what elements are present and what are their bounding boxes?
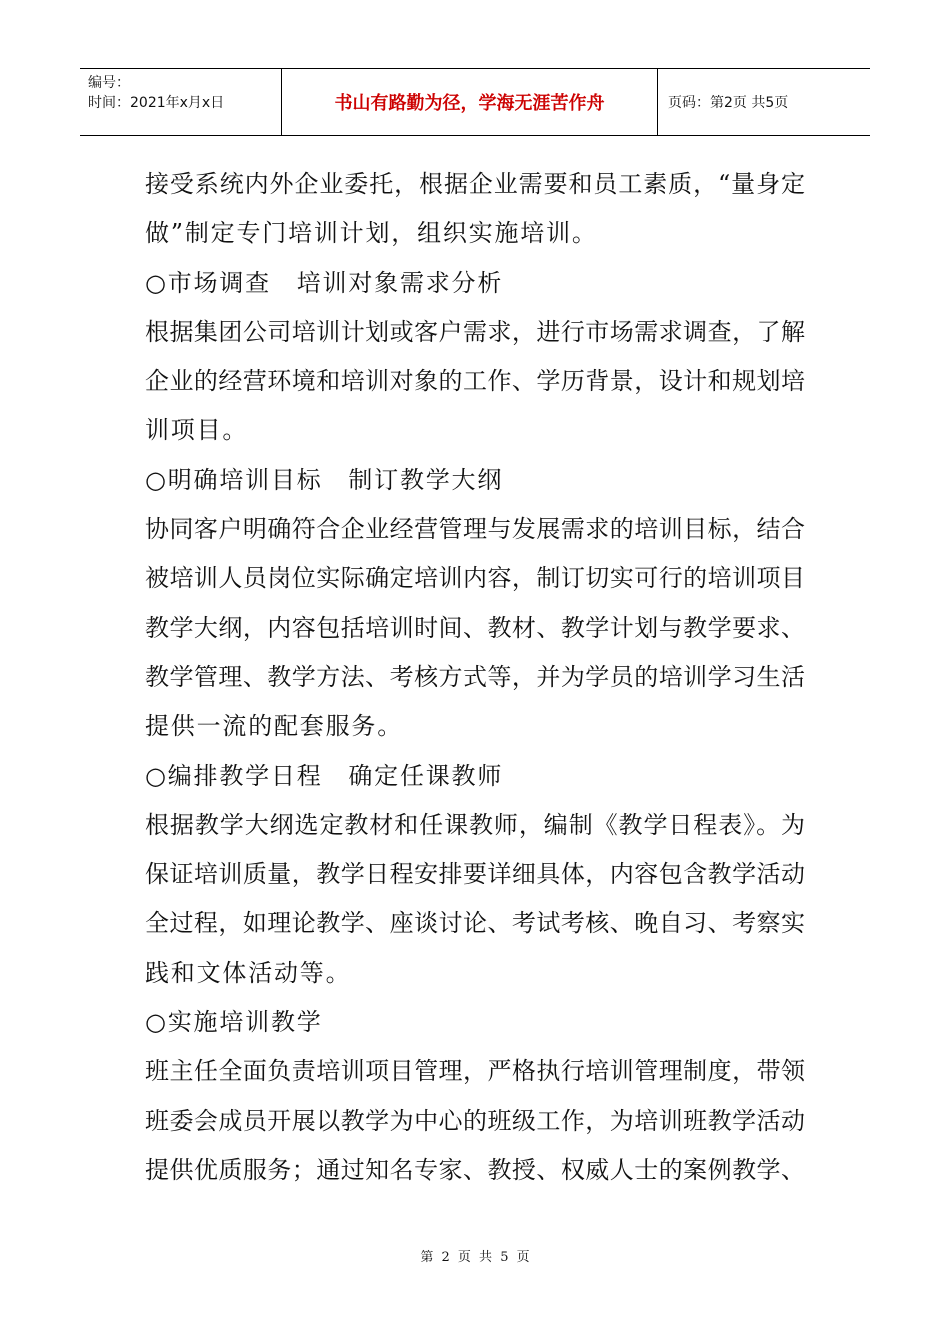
header-page-code: 页码：第2页 共5页 bbox=[668, 95, 789, 111]
header-motto: 书山有路勤为径，学海无涯苦作舟 bbox=[282, 69, 658, 135]
text-line: 提供一流的配套服务。 bbox=[145, 712, 403, 741]
text-line: 协同客户明确符合企业经营管理与发展需求的培训目标，结合 bbox=[145, 515, 805, 544]
text-line: 教学大纲，内容包括培训时间、教材、教学计划与教学要求、 bbox=[145, 613, 805, 642]
text-line: 被培训人员岗位实际确定培训内容，制订切实可行的培训项目 bbox=[145, 564, 805, 593]
text-line: 根据集团公司培训计划或客户需求，进行市场需求调查，了解 bbox=[145, 317, 805, 346]
text-line: 训项目。 bbox=[145, 416, 249, 445]
text-line: 接受系统内外企业委托，根据企业需要和员工素质，“量身定 bbox=[145, 170, 805, 198]
text-line: 践和文体活动等。 bbox=[145, 958, 352, 987]
section-heading: ○实施培训教学 bbox=[145, 1008, 323, 1037]
page-footer: 第 2 页 共 5 页 bbox=[420, 1250, 530, 1265]
text-line: 班主任全面负责培训项目管理，严格执行培训管理制度，带领 bbox=[145, 1057, 805, 1086]
text-line: 企业的经营环境和培训对象的工作、学历背景，设计和规划培 bbox=[145, 367, 805, 396]
section-heading: ○明确培训目标 制订教学大纲 bbox=[145, 465, 504, 494]
document-date-label: 时间：2021年x月x日 bbox=[88, 95, 225, 111]
header-meta bbox=[80, 69, 282, 135]
document-number-label: 编号： bbox=[88, 75, 130, 91]
text-line: 班委会成员开展以教学为中心的班级工作，为培训班教学活动 bbox=[145, 1106, 805, 1135]
section-heading: ○市场调查 培训对象需求分析 bbox=[145, 268, 504, 297]
text-line: 提供优质服务；通过知名专家、教授、权威人士的案例教学、 bbox=[145, 1155, 805, 1184]
text-line: 教学管理、教学方法、考核方式等，并为学员的培训学习生活 bbox=[145, 662, 805, 691]
text-line: 根据教学大纲选定教材和任课教师，编制《教学日程表》。为 bbox=[145, 810, 805, 839]
page-header bbox=[80, 68, 870, 136]
text-line: 保证培训质量，教学日程安排要详细具体，内容包含教学活动 bbox=[145, 860, 805, 889]
section-heading: ○编排教学日程 确定任课教师 bbox=[145, 761, 504, 790]
text-line: 全过程，如理论教学、座谈讨论、考试考核、晚自习、考察实 bbox=[145, 909, 805, 938]
document-body bbox=[145, 160, 805, 1195]
text-line: 做”制定专门培训计划，组织实施培训。 bbox=[145, 219, 598, 248]
